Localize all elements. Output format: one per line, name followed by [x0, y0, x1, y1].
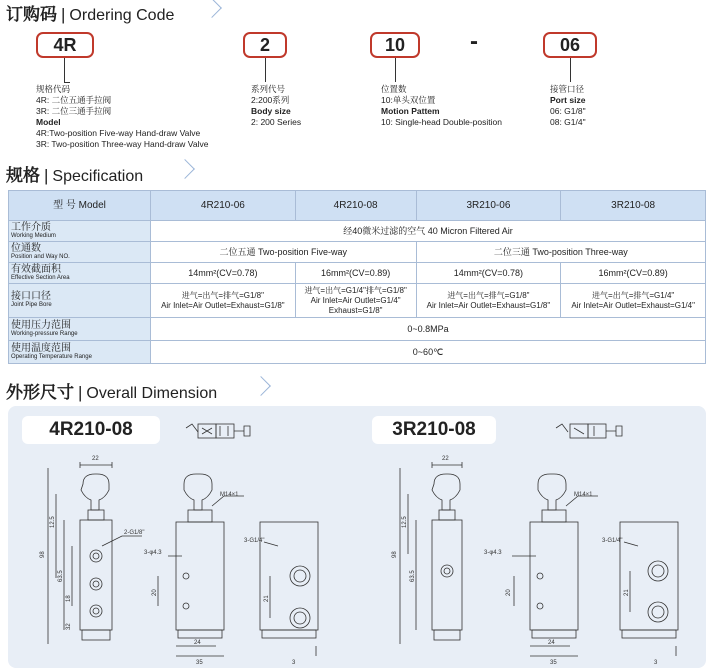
- cell-pipe-en: Exhaust=G1/8": [328, 305, 383, 315]
- cell-pressure: 0~0.8MPa: [151, 318, 706, 341]
- dim-label: 63.5: [58, 570, 64, 582]
- header-model: 3R210-06: [416, 191, 561, 221]
- legend-port-size: [550, 84, 586, 128]
- legend-line: 系列代号: [251, 84, 286, 94]
- legend-line: 接管口径: [550, 84, 585, 94]
- dim-label: 35: [550, 660, 557, 666]
- dim-label: 2-G1/8": [124, 530, 145, 536]
- spec-title-en: Specification: [52, 168, 144, 185]
- model-label-4r: 4R210-08: [22, 416, 160, 444]
- legend-line: Motion Pattem: [381, 106, 440, 116]
- legend-line: Port size: [550, 95, 586, 105]
- cell-pipe-en: Air Inlet=Air Outlet=Exhaust=G1/4": [571, 300, 695, 310]
- dim-label: 63.5: [410, 570, 416, 582]
- dim-label: 22: [442, 456, 449, 462]
- spec-table: [8, 190, 706, 364]
- code-connector: [570, 58, 571, 82]
- legend-line: 08: G1/4": [550, 117, 586, 127]
- dim-label: 12.5: [50, 516, 56, 528]
- row-label-en: Operating Temperature Range: [11, 353, 92, 360]
- row-label-cn: 使用压力范围: [11, 319, 71, 331]
- legend-line: 4R: 二位五通手拉阀: [36, 95, 112, 105]
- dim-label: 20: [506, 589, 512, 596]
- dim-label: M14×1: [574, 492, 593, 498]
- legend-line: 3R: Two-position Three-way Hand-draw Valve: [36, 139, 209, 149]
- port-view-3r: [620, 522, 678, 656]
- legend-line: 2:200系列: [251, 95, 290, 105]
- cell-pipe-cn: 进气=出气=排气=G1/8": [181, 290, 264, 300]
- cell-area: 16mm²(CV=0.89): [561, 263, 706, 284]
- legend-line: Body size: [251, 106, 291, 116]
- row-label-en: Position and Way NO.: [11, 253, 70, 260]
- chevron-decoration-icon: [202, 0, 222, 18]
- overall-section-title: 外形尺寸 | Overall Dimension: [6, 383, 218, 403]
- table-row: [9, 318, 706, 341]
- dim-label: 20: [152, 589, 158, 596]
- dimension-drawings: [8, 406, 706, 668]
- port-view-4r: [260, 522, 318, 656]
- header-model: 4R210-08: [295, 191, 416, 221]
- row-label-cn: 工作介质: [11, 221, 51, 233]
- valve-symbol-icon: [556, 424, 622, 438]
- cell-pipe-cn: 进气=出气=排气=G1/8": [447, 290, 530, 300]
- dim-label: 98: [40, 551, 46, 558]
- dim-label: 3-φ4.3: [484, 550, 502, 556]
- cell-area: 14mm²(CV=0.78): [151, 263, 296, 284]
- legend-line: 06: G1/8": [550, 106, 586, 116]
- row-label: [9, 341, 151, 364]
- row-label-cn: 接口口径: [11, 291, 51, 302]
- code-box-body-size: 2: [243, 32, 287, 58]
- row-label: [9, 242, 151, 263]
- overall-title-cn: 外形尺寸: [6, 383, 74, 403]
- row-label-en: Joint Pipe Bore: [11, 302, 52, 308]
- header-model-label: 型 号 Model: [9, 191, 151, 221]
- cell-pipe: [295, 284, 416, 318]
- cell-area: 16mm²(CV=0.89): [295, 263, 416, 284]
- row-label-cn: 使用温度范围: [11, 342, 71, 354]
- ordering-section-title: 订购码 | Ordering Code: [6, 5, 175, 25]
- legend-line: 2: 200 Series: [251, 117, 302, 127]
- cell-pipe-en: Air Inlet=Air Outlet=G1/4": [310, 295, 401, 305]
- row-label-cn: 有效截面积: [11, 263, 61, 275]
- header-model: 4R210-06: [151, 191, 296, 221]
- cell-pipe-cn: 进气=出气=排气=G1/4": [592, 290, 675, 300]
- dim-label: 98: [392, 551, 398, 558]
- spec-section-title: 规格 | Specification: [6, 166, 144, 186]
- cell-position-three: 二位三通 Two-position Three-way: [416, 242, 705, 263]
- code-dash: -: [470, 28, 478, 55]
- code-connector: [395, 58, 396, 82]
- table-row: [9, 341, 706, 364]
- legend-line: 3R: 二位三通手拉阀: [36, 106, 112, 116]
- cell-pipe: [151, 284, 296, 318]
- dim-label: 32: [66, 623, 72, 630]
- legend-body-size: [251, 84, 301, 128]
- legend-model: [36, 84, 208, 150]
- row-label: [9, 263, 151, 284]
- front-view-3r: [400, 462, 462, 644]
- row-label: [9, 318, 151, 341]
- dim-label: 22: [92, 456, 99, 462]
- cell-area: 14mm²(CV=0.78): [416, 263, 561, 284]
- row-label: [9, 221, 151, 242]
- header-model: 3R210-08: [561, 191, 706, 221]
- cell-pipe: [416, 284, 561, 318]
- overall-title-en: Overall Dimension: [86, 385, 218, 402]
- side-view-4r: [158, 474, 244, 656]
- row-label-en: Effective Section Area: [11, 274, 70, 281]
- dim-label: 3: [654, 660, 658, 666]
- dim-label: 24: [548, 640, 555, 646]
- model-label-3r: 3R210-08: [372, 416, 496, 444]
- dim-label: 12.5: [402, 516, 408, 528]
- chevron-decoration-icon: [251, 376, 271, 396]
- legend-motion: [381, 84, 502, 128]
- dim-label: 24: [194, 640, 201, 646]
- legend-line: 10: Single-head Double-position: [381, 117, 502, 127]
- legend-line: 4R:Two-position Five-way Hand-draw Valve: [36, 128, 201, 138]
- cell-pipe-en: Air Inlet=Air Outlet=Exhaust=G1/8": [426, 300, 551, 310]
- legend-line: 10:单头双位置: [381, 95, 436, 105]
- legend-line: 规格代码: [36, 84, 71, 94]
- row-label-en: Working Medium: [11, 232, 56, 239]
- dim-label: M14×1: [220, 492, 239, 498]
- code-connector: [64, 82, 70, 83]
- code-box-model: 4R: [36, 32, 94, 58]
- row-label-en: Working-pressure Range: [11, 330, 78, 337]
- dim-label: 18: [66, 595, 72, 602]
- dim-label: 3: [292, 660, 296, 666]
- cell-temp: 0~60℃: [151, 341, 706, 364]
- table-row: [9, 221, 706, 242]
- code-connector: [64, 58, 65, 82]
- cell-position-five: 二位五通 Two-position Five-way: [151, 242, 417, 263]
- table-row: [9, 284, 706, 318]
- dim-label: 21: [624, 589, 630, 596]
- table-header-row: [9, 191, 706, 221]
- code-box-motion: 10: [370, 32, 420, 58]
- dim-label: 3-G1/4": [244, 538, 265, 544]
- row-label-cn: 位通数: [11, 242, 41, 254]
- row-label: [9, 284, 151, 318]
- table-row: [9, 263, 706, 284]
- cell-pipe: [561, 284, 706, 318]
- cell-pipe-cn: 进气=出气=G1/4"排气=G1/8": [304, 285, 407, 295]
- cell-pipe-en: Air Inlet=Air Outlet=Exhaust=G1/8": [161, 300, 285, 310]
- dim-label: 21: [264, 595, 270, 602]
- ordering-title-en: Ordering Code: [69, 7, 175, 24]
- legend-line: 位置数: [381, 84, 407, 94]
- front-view-4r: [48, 462, 145, 644]
- code-box-port-size: 06: [543, 32, 597, 58]
- side-view-3r: [512, 474, 598, 656]
- code-connector: [265, 58, 266, 82]
- legend-line: Model: [36, 117, 61, 127]
- dim-label: 35: [196, 660, 203, 666]
- dim-label: 3-G1/4": [602, 538, 623, 544]
- table-row: [9, 242, 706, 263]
- valve-symbol-icon: [186, 424, 250, 438]
- cell-medium: 经40微米过滤的空气 40 Micron Filtered Air: [151, 221, 706, 242]
- ordering-title-cn: 订购码: [6, 5, 57, 25]
- spec-title-cn: 规格: [6, 166, 40, 186]
- dim-label: 3-φ4.3: [144, 550, 162, 556]
- chevron-decoration-icon: [175, 159, 195, 179]
